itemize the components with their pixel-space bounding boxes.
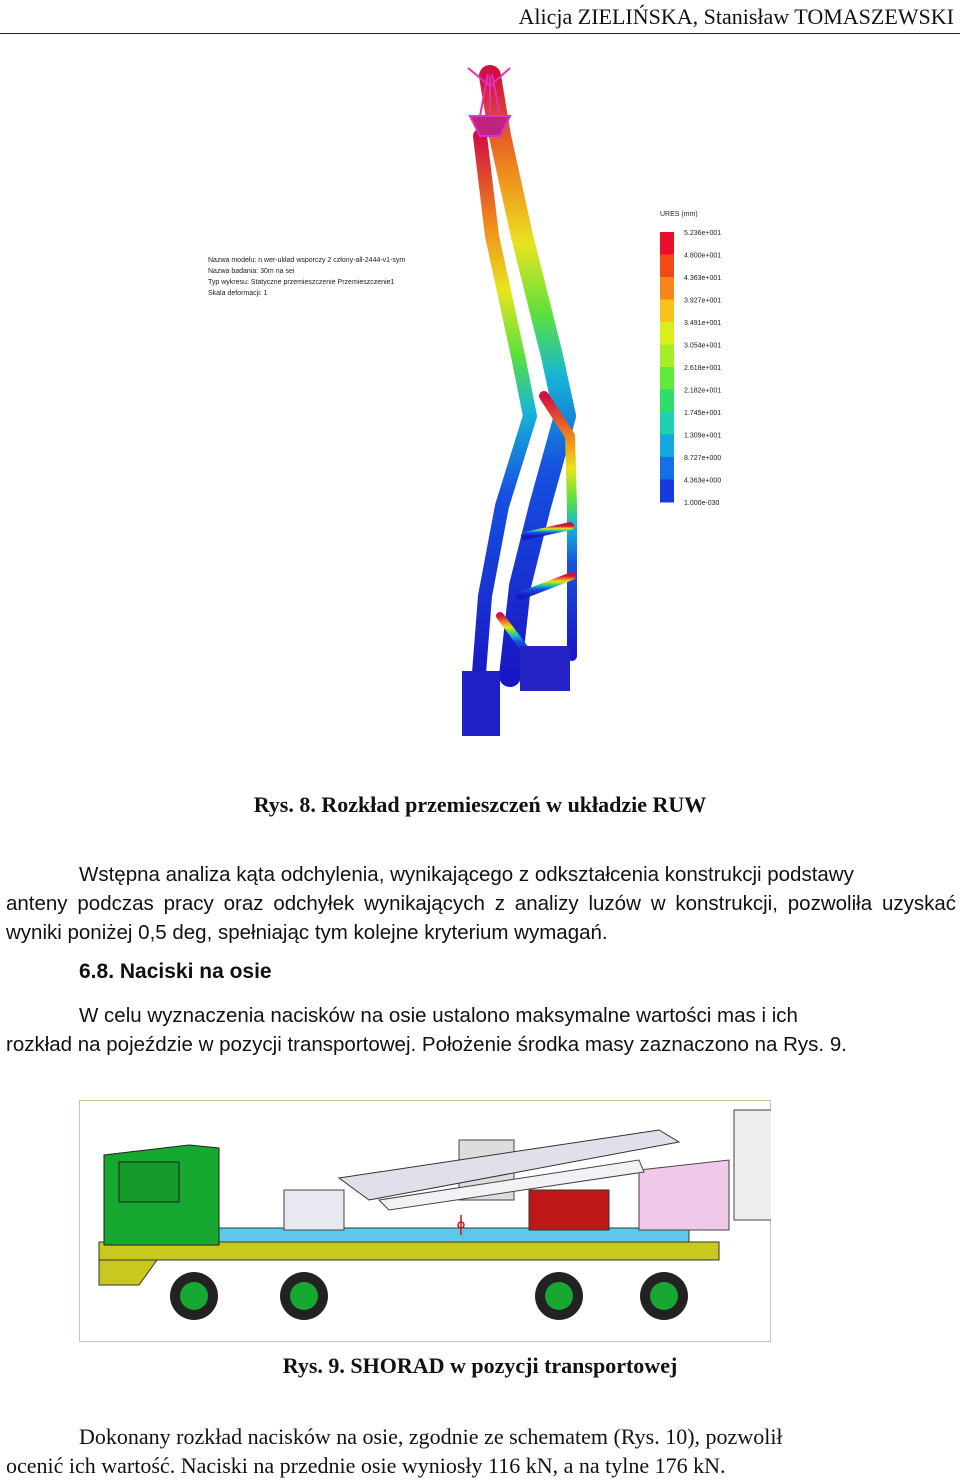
closing-paragraph-line-1: Dokonany rozkład nacisków na osie, zgodnie ze schematem (Rys. 10), pozwolił (79, 1424, 783, 1449)
page-header (0, 0, 960, 34)
svg-text:Skala deformacji: 1: Skala deformacji: 1 (208, 290, 268, 297)
legend-color-band (660, 255, 674, 278)
legend-value-label: 4.800e+001 (684, 252, 722, 260)
closing-paragraph-line-2: ocenić ich wartość. Naciski na przednie osie wyniosły 116 kN, a na tylne 176 kN. (6, 1453, 726, 1478)
svg-text:Nazwa badania: 30m na sei: Nazwa badania: 30m na sei (208, 268, 295, 275)
legend-value-label: 1.000e-030 (684, 500, 720, 507)
paragraph-2-rest: rozkład na pojeździe w pozycji transportowej. Położenie środka masy zaznaczono na Rys. 9. (6, 1033, 847, 1056)
legend-color-band (660, 300, 674, 323)
legend-value-label: 2.182e+001 (684, 387, 722, 395)
legend-value-label: 3.491e+001 (684, 320, 722, 327)
figure-9-caption: Rys. 9. SHORAD w pozycji transportowej (282, 1353, 678, 1378)
legend-color-band (660, 345, 674, 368)
red-block (529, 1190, 609, 1230)
base-foot-left (462, 671, 500, 736)
paragraph-1-first-line: Wstępna analiza kąta odchylenia, wynikającego z odkształcenia konstrukcji podstawy (79, 863, 854, 886)
figure-8-caption: Rys. 8. Rozkład przemieszczeń w układzie RUW (253, 792, 707, 817)
paragraph-2 (6, 1001, 956, 1059)
legend-value-label: 8.727e+000 (684, 455, 722, 462)
legend-value-label: 3.054e+001 (684, 342, 722, 350)
paragraph-1-rest: anteny podczas pracy oraz odchyłek wynikających z analizy luzów w konstrukcji, pozwoliła uzyskać wyniki poniżej 0,5 deg, spełniając tym kolejne kryterium wymagań. (6, 892, 956, 944)
legend-value-label: 1.745e+001 (684, 410, 722, 417)
legend-color-band (660, 232, 674, 255)
legend-value-label: 5.236e+001 (684, 230, 722, 237)
structure-model (478, 76, 572, 686)
section-heading: 6.8. Naciski na osie (79, 960, 272, 983)
legend-value-label: 1.309e+001 (684, 432, 722, 440)
legend-title: URES (mm) (660, 211, 698, 218)
legend-color-band (660, 277, 674, 300)
legend-color-band (660, 322, 674, 345)
legend-color-band (660, 457, 674, 480)
rear-container (734, 1110, 771, 1220)
legend-value-label: 3.927e+001 (684, 297, 722, 305)
legend-color-band (660, 412, 674, 435)
base-foot-right (520, 646, 570, 691)
svg-text:Nazwa modelu: n wer-układ wspo: Nazwa modelu: n wer-układ wsporczy 2 człony-all-2444-v1-sym (208, 257, 406, 264)
legend-value-label: 2.618e+001 (684, 365, 722, 372)
equipment-box-left (284, 1190, 344, 1230)
legend-color-band (660, 390, 674, 413)
legend-color-band (660, 480, 674, 503)
color-legend (660, 230, 721, 507)
legend-value-label: 4.363e+001 (684, 275, 722, 282)
legend-value-label: 4.363e+000 (684, 477, 722, 485)
closing-paragraph (6, 1422, 956, 1480)
figure-8-fem-plot (200, 56, 760, 746)
paragraph-2-first-line: W celu wyznaczenia nacisków na osie ustalono maksymalne wartości mas i ich (79, 1004, 798, 1027)
svg-text:Typ wykresu: Statyczne przemie: Typ wykresu: Statyczne przemieszczenie Przemieszczenie1 (208, 279, 395, 286)
rear-equipment-pink (639, 1160, 729, 1230)
paragraph-1 (6, 860, 956, 947)
cab-window (119, 1162, 179, 1202)
figure-9-truck-drawing (79, 1100, 771, 1342)
legend-color-band (660, 367, 674, 390)
model-info-text (208, 257, 405, 297)
legend-color-band (660, 435, 674, 458)
header-authors: Alicja ZIELIŃSKA, Stanisław TOMASZEWSKI (518, 4, 954, 29)
